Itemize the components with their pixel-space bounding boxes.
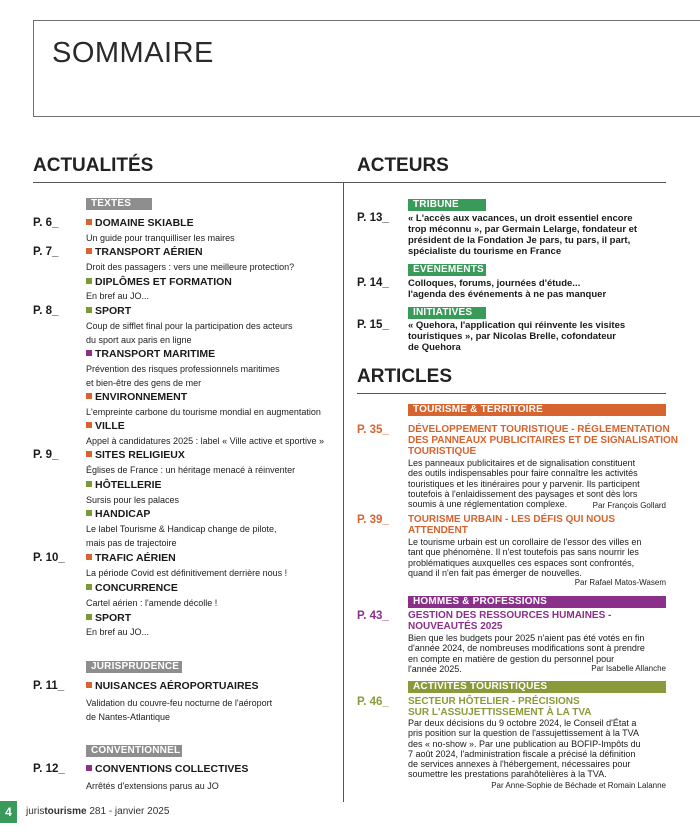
footer-publication	[26, 806, 169, 817]
bullet-square	[86, 682, 92, 688]
category-sport[interactable]: SPORT	[86, 305, 131, 317]
category-domaine-skiable[interactable]: DOMAINE SKIABLE	[86, 217, 194, 229]
actualites-rule	[33, 182, 343, 183]
bullet-square	[86, 451, 92, 457]
category-transport-aerien[interactable]: TRANSPORT AÉRIEN	[86, 246, 203, 258]
acteurs-text-line: l'agenda des événements à ne pas manquer	[408, 289, 607, 300]
article-summary: Le tourisme urbain est un corollaire de l'essor des villes en tant que phénomène. Il n'est toutefois pas sans nourrir les problématiques auxquelles ces espaces sont confrontés, quand il n'en fait pas émerger de nouvelles.	[408, 537, 642, 578]
page-number: P. 13_	[357, 212, 389, 224]
article-summary: Par deux décisions du 9 octobre 2024, le Conseil d'État a pris position sur la question de l'assujettissement à la TVA des « no-show ». Par une publication au BOFIP-Impôts du 7 août 2024, l'administration fiscale a précisé la définition de services annexes à l'hébergement, nécessaires pour soumettre les prestations parahôtelières à la TVA.	[408, 718, 641, 780]
acteurs-text-line: « L'accès aux vacances, un droit essentiel encore	[408, 213, 633, 224]
entry-description: Droit des passagers : vers une meilleure protection?	[86, 262, 295, 272]
tag-conventionnel: CONVENTIONNEL	[86, 745, 182, 757]
page-number: P. 8_	[33, 305, 59, 317]
bullet-square	[86, 393, 92, 399]
page-number: P. 9_	[33, 449, 59, 461]
bullet-square	[86, 614, 92, 620]
category-sport-bref[interactable]: SPORT	[86, 612, 131, 624]
actualites-heading: ACTUALITÉS	[33, 155, 154, 176]
entry-description: Sursis pour les palaces	[86, 495, 180, 505]
entry-description: de Nantes-Atlantique	[86, 712, 171, 722]
article-author: Par François Gollard	[592, 501, 666, 510]
article-author: Par Anne-Sophie de Béchade et Romain Lalanne	[491, 781, 666, 790]
entry-description: Coup de sifflet final pour la participation des acteurs	[86, 321, 293, 331]
category-concurrence[interactable]: CONCURRENCE	[86, 582, 178, 594]
bullet-square	[86, 510, 92, 516]
article-title[interactable]: TOURISME URBAIN - LES DÉFIS QUI NOUS ATTENDENT	[408, 514, 616, 536]
acteurs-text-line: Colloques, forums, journées d'étude...	[408, 278, 581, 289]
bullet-square	[86, 584, 92, 590]
column-divider	[343, 182, 344, 802]
category-nuisances-aeroportuaires[interactable]: NUISANCES AÉROPORTUAIRES	[86, 680, 259, 692]
entry-description: Églises de France : un héritage menacé à réinventer	[86, 465, 296, 475]
entry-description: mais pas de trajectoire	[86, 538, 177, 548]
entry-description: Cartel aérien : l'amende décolle !	[86, 598, 218, 608]
category-transport-maritime[interactable]: TRANSPORT MARITIME	[86, 348, 215, 360]
title-box	[33, 20, 700, 117]
entry-description: Arrêtés d'extensions parus au JO	[86, 781, 219, 791]
category-ville[interactable]: VILLE	[86, 420, 125, 432]
category-environnement[interactable]: ENVIRONNEMENT	[86, 391, 187, 403]
page-number: P. 10_	[33, 552, 65, 564]
article-author: Par Rafael Matos-Wasem	[574, 578, 666, 587]
footer-brand-main: tourisme	[44, 806, 87, 817]
entry-description: En bref au JO...	[86, 291, 150, 301]
bullet-square	[86, 422, 92, 428]
page-title: SOMMAIRE	[52, 37, 214, 69]
tag-tourisme-territoire: TOURISME & TERRITOIRE	[408, 404, 666, 416]
tag-evenements: ÉVÉNEMENTS	[408, 264, 486, 276]
bullet-square	[86, 481, 92, 487]
category-diplomes-formation[interactable]: DIPLÔMES ET FORMATION	[86, 276, 232, 288]
page-number: P. 14_	[357, 277, 389, 289]
tag-jurisprudence: JURISPRUDENCE	[86, 661, 182, 673]
page-number: P. 46_	[357, 696, 389, 708]
page-number: P. 12_	[33, 763, 65, 775]
tag-initiatives: INITIATIVES	[408, 307, 486, 319]
entry-description: La période Covid est définitivement derrière nous !	[86, 568, 288, 578]
bullet-square	[86, 350, 92, 356]
article-summary: Les panneaux publicitaires et de signalisation constituent des outils indispensables pour faire connaître les activités touristiques et les itinéraires pour y parvenir. Ils participent toutefois à l'enlaidissement des paysages et sont dès lors soumis à une réglementation complexe.	[408, 458, 640, 510]
footer-issue: 281 - janvier 2025	[89, 806, 170, 817]
bullet-square	[86, 765, 92, 771]
footer-page-number: 4	[0, 801, 17, 823]
entry-description: Le label Tourisme & Handicap change de pilote,	[86, 524, 277, 534]
article-title[interactable]: DÉVELOPPEMENT TOURISTIQUE - RÉGLEMENTATION DES PANNEAUX PUBLICITAIRES ET DE SIGNALISATION TOURISTIQUE	[408, 424, 679, 457]
bullet-square	[86, 248, 92, 254]
acteurs-heading: ACTEURS	[357, 155, 449, 176]
acteurs-rule	[343, 182, 666, 183]
articles-heading: ARTICLES	[357, 366, 452, 387]
acteurs-text-line: « Quehora, l'application qui réinvente les visites	[408, 320, 626, 331]
bullet-square	[86, 554, 92, 560]
bullet-square	[86, 307, 92, 313]
acteurs-text-line: de Quehora	[408, 342, 461, 353]
category-conventions-collectives[interactable]: CONVENTIONS COLLECTIVES	[86, 763, 248, 775]
page-number: P. 6_	[33, 217, 59, 229]
article-title[interactable]: SECTEUR HÔTELIER - PRÉCISIONS SUR L'ASSUJETTISSEMENT À LA TVA	[408, 696, 592, 718]
entry-description: Appel à candidatures 2025 : label « Ville active et sportive »	[86, 436, 324, 446]
category-handicap[interactable]: HANDICAP	[86, 508, 150, 520]
entry-description: du sport aux paris en ligne	[86, 335, 192, 345]
bullet-square	[86, 278, 92, 284]
tag-textes: TEXTES	[86, 198, 152, 210]
article-author: Par Isabelle Allanche	[591, 664, 666, 673]
entry-description: Validation du couvre-feu nocturne de l'aéroport	[86, 698, 273, 708]
page-number: P. 15_	[357, 319, 389, 331]
entry-description: En bref au JO...	[86, 627, 150, 637]
article-title[interactable]: GESTION DES RESSOURCES HUMAINES - NOUVEAUTÉS 2025	[408, 610, 612, 632]
page-number: P. 39_	[357, 514, 389, 526]
page-number: P. 43_	[357, 610, 389, 622]
page-number: P. 35_	[357, 424, 389, 436]
entry-description: L'empreinte carbone du tourisme mondial en augmentation	[86, 407, 321, 417]
tag-hommes-professions: HOMMES & PROFESSIONS	[408, 596, 666, 608]
bullet-square	[86, 219, 92, 225]
entry-description: Un guide pour tranquilliser les maires	[86, 233, 235, 243]
acteurs-text-line: touristiques », par Nicolas Brelle, cofondateur	[408, 331, 616, 342]
article-summary: Bien que les budgets pour 2025 n'aient pas été votés en fin d'année 2024, de nombreuses modifications sont à prendre en compte en matière de gestion du personnel pour l'année 2025.	[408, 633, 645, 674]
category-sites-religieux[interactable]: SITES RELIGIEUX	[86, 449, 185, 461]
acteurs-text-line: président de la Fondation Je pars, tu pars, il part,	[408, 235, 631, 246]
entry-description: et bien-être des gens de mer	[86, 378, 202, 388]
entry-description: Prévention des risques professionnels maritimes	[86, 364, 280, 374]
tag-activites-touristiques: ACTIVITÉS TOURISTIQUES	[408, 681, 666, 693]
acteurs-text-line: spécialiste du tourisme en France	[408, 246, 562, 257]
footer-brand-prefix: juris	[26, 806, 45, 817]
category-trafic-aerien[interactable]: TRAFIC AÉRIEN	[86, 552, 176, 564]
acteurs-text-line: trop méconnu », par Germain Lelarge, fondateur et	[408, 224, 638, 235]
category-hotellerie[interactable]: HÔTELLERIE	[86, 479, 162, 491]
articles-rule	[357, 393, 666, 394]
tag-tribune: TRIBUNE	[408, 199, 486, 211]
page-number: P. 11_	[33, 680, 65, 692]
page-number: P. 7_	[33, 246, 59, 258]
